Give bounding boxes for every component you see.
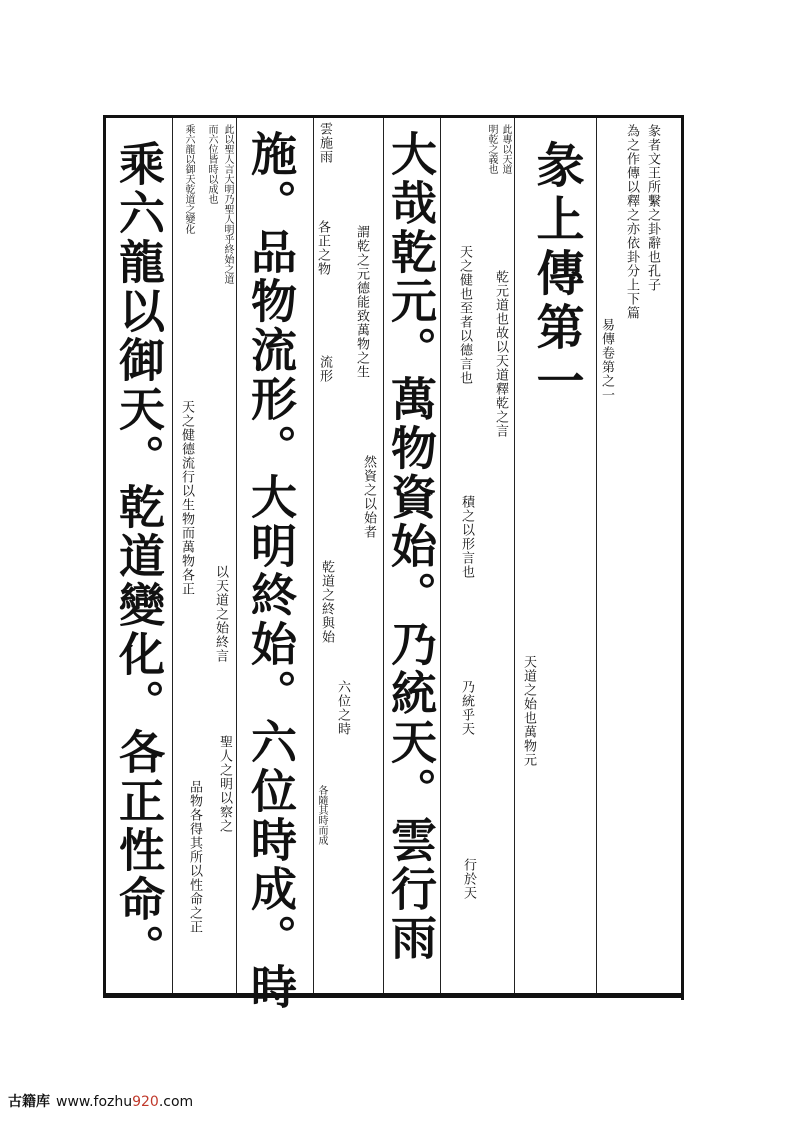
margin-note-2: 為之作傳以釋之亦依卦分上下篇 (624, 124, 639, 320)
column-rule (440, 118, 441, 993)
column-rule (514, 118, 515, 993)
column-rule (172, 118, 173, 993)
chapter-title: 彖上傳第一 (528, 140, 584, 410)
commentary-4b: 各正之物 (315, 220, 330, 276)
commentary-7b: 而六位皆時以成也 (206, 124, 217, 204)
note-after-title-1: 此專以天道 (500, 124, 511, 174)
main-text-column-1: 大哉乾元。萬物資始。乃統天。雲行雨 (384, 130, 438, 963)
site-footer[interactable] (8, 1091, 193, 1111)
site-url-suffix: .com (158, 1094, 194, 1110)
site-url-number: 920 (132, 1094, 159, 1110)
main-text-column-3: 乘六龍以御天。乾道變化。各正性命。 (112, 140, 166, 973)
commentary-4c: 流形 (317, 355, 332, 383)
book-label: 易傳卷第之一 (599, 318, 614, 402)
site-url-prefix: www.fozhu (56, 1094, 133, 1110)
commentary-2d: 行於天 (461, 858, 476, 900)
main-text-column-2: 施。品物流形。大明終始。六位時成。時 (244, 130, 298, 1012)
commentary-8c: 品物各得其所以性命之正 (187, 780, 202, 934)
site-name: 古籍库 (8, 1094, 50, 1110)
note-after-title-2: 明乾之義也 (486, 124, 497, 174)
commentary-3: 謂乾之元德能致萬物之生 (354, 225, 369, 379)
commentary-6: 以天道之始終言 (213, 565, 228, 663)
commentary-1b: 天道之始也萬物元 (521, 655, 536, 767)
commentary-5c: 各隨其時而成 (316, 785, 327, 845)
commentary-5: 乾道之終與始 (319, 560, 334, 644)
commentary-5b: 六位之時 (335, 680, 350, 736)
page-border-bottom (103, 993, 684, 998)
commentary-1: 乾元道也故以天道釋乾之言 (493, 270, 508, 438)
commentary-8: 乘六龍以御天乾道之變化 (183, 124, 194, 234)
commentary-8b: 天之健德流行以生物而萬物各正 (179, 400, 194, 596)
commentary-7: 此以聖人言大明乃聖人明乎終始之道 (222, 124, 233, 284)
commentary-4: 雲施雨 (317, 122, 332, 164)
column-rule (596, 118, 597, 993)
commentary-3b: 然資之以始者 (361, 455, 376, 539)
commentary-2c: 乃統乎天 (459, 680, 474, 736)
column-rule (313, 118, 314, 993)
commentary-6b: 聖人之明以察之 (217, 735, 232, 833)
commentary-2b: 積之以形言也 (459, 495, 474, 579)
column-rule (236, 118, 237, 993)
page-border-left (103, 115, 106, 998)
commentary-2: 天之健也至者以德言也 (457, 245, 472, 385)
margin-note-1: 彖者文王所繫之卦辭也孔子 (645, 124, 660, 292)
